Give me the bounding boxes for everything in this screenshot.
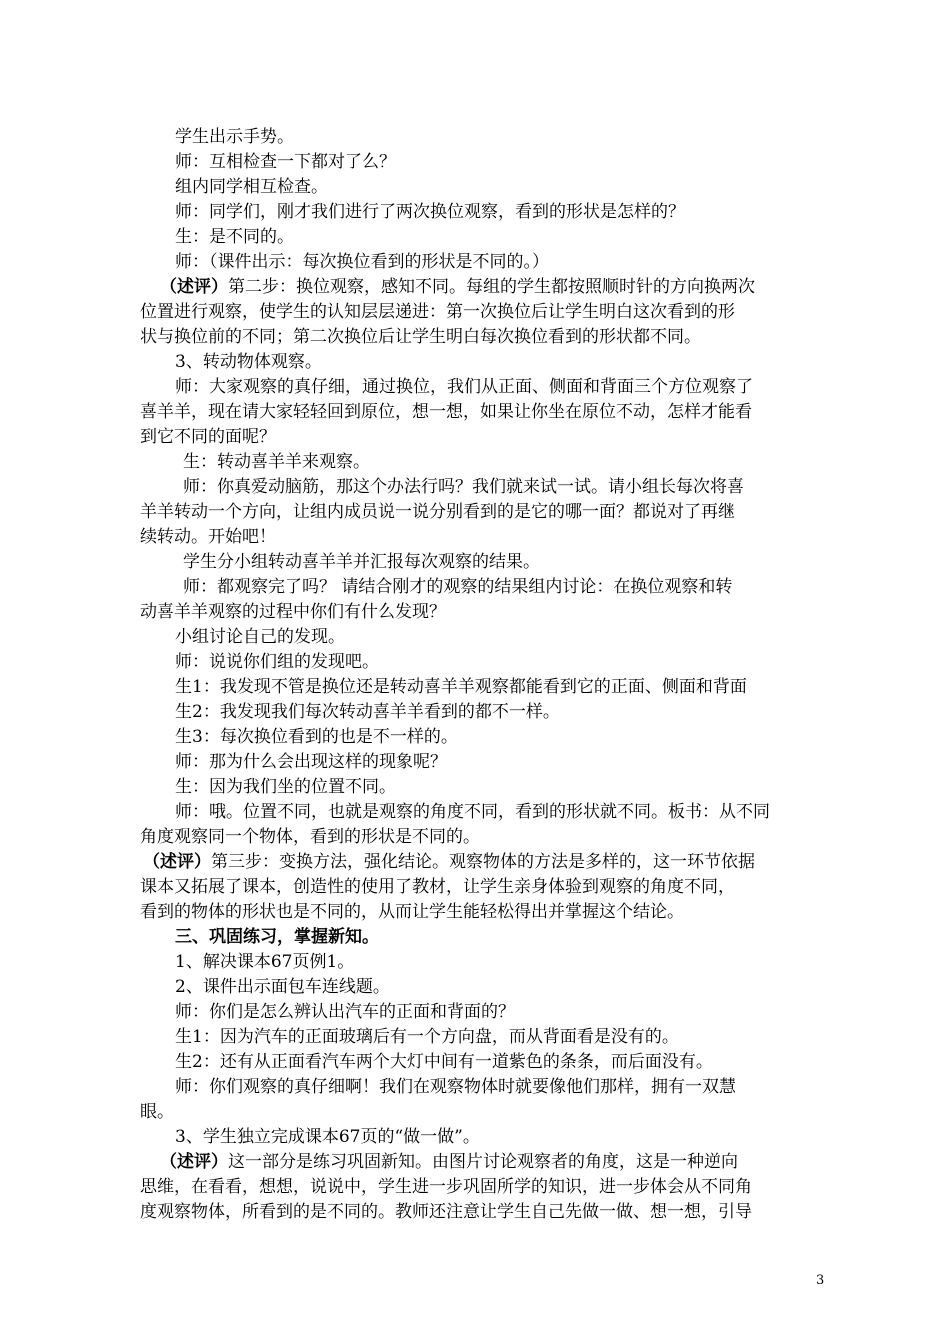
text-line (175, 650, 379, 674)
text-line (175, 175, 328, 199)
text-line (183, 475, 744, 499)
line-text: 位置进行观察，使学生的认知层层递进：第一次换位后让学生明白这次看到的形 (140, 302, 735, 322)
text-line (175, 375, 753, 399)
text-line (175, 1025, 679, 1049)
line-text: 课本又拓展了课本，创造性的使用了教材，让学生亲身体验到观察的角度不同， (140, 877, 735, 897)
line-text: 这一部分是练习巩固新知。由图片讨论观察者的角度，这是一种逆向 (228, 1152, 738, 1172)
text-line (175, 800, 770, 824)
line-text: 状与换位前的不同；第二次换位后让学生明白每次换位看到的形状都不同。 (140, 327, 701, 347)
text-line (140, 875, 735, 899)
line-text: 羊羊转动一个方向，让组内成员说一说分别看到的是它的哪一面？都说对了再继 (140, 502, 735, 522)
line-text: 喜羊羊，现在请大家轻轻回到原位，想一想，如果让你坐在原位不动，怎样才能看 (140, 402, 752, 422)
text-line (140, 1100, 174, 1124)
line-text: 眼。 (140, 1102, 174, 1122)
text-line (175, 1125, 480, 1149)
line-text: 2、课件出示面包车连线题。 (175, 977, 390, 997)
text-line (140, 425, 276, 449)
line-text: 师：都观察完了吗？ 请结合刚才的观察的结果组内讨论：在换位观察和转 (183, 577, 733, 597)
line-text: 生1：因为汽车的正面玻璃后有一个方向盘，而从背面看是没有的。 (175, 1027, 679, 1047)
text-line (140, 400, 752, 424)
text-line (175, 750, 447, 774)
line-text: 师：那为什么会出现这样的现象呢？ (175, 752, 447, 772)
text-line (183, 550, 540, 574)
text-line (175, 950, 354, 974)
text-line (175, 925, 379, 949)
line-text: 生：因为我们坐的位置不同。 (175, 777, 396, 797)
line-text: 组内同学相互检查。 (175, 177, 328, 197)
line-text: 师：你真爱动脑筋，那这个办法行吗？我们就来试一试。请小组长每次将喜 (183, 477, 744, 497)
commentary-label: （述评） (160, 277, 228, 297)
page-number: 3 (816, 1273, 825, 1288)
text-line (160, 275, 755, 299)
text-line (175, 1000, 515, 1024)
text-line (175, 625, 345, 649)
text-line (143, 850, 755, 874)
text-line (175, 700, 560, 724)
line-text: 师：你们观察的真仔细啊！我们在观察物体时就要像他们那样，拥有一双慧 (175, 1077, 736, 1097)
line-text: 师：同学们，刚才我们进行了两次换位观察，看到的形状是怎样的？ (175, 202, 685, 222)
line-text: 续转动。开始吧！ (140, 527, 276, 547)
text-line (140, 825, 480, 849)
text-line (183, 575, 732, 599)
text-line (175, 225, 294, 249)
line-text: 3、学生独立完成课本67页的“做一做”。 (175, 1127, 480, 1147)
text-line (175, 125, 294, 149)
text-line (175, 1050, 713, 1074)
text-line (175, 725, 458, 749)
line-text: 第三步：变换方法，强化结论。观察物体的方法是多样的，这一环节依据 (211, 852, 755, 872)
text-line (160, 1150, 738, 1174)
line-text: 师：你们是怎么辨认出汽车的正面和背面的？ (175, 1002, 515, 1022)
text-line (175, 150, 396, 174)
text-line (175, 975, 390, 999)
text-line (183, 450, 370, 474)
text-line (140, 1200, 752, 1224)
line-text: 看到的物体的形状也是不同的，从而让学生能轻松得出并掌握这个结论。 (140, 902, 684, 922)
line-text: 1、解决课本67页例1。 (175, 952, 355, 972)
line-text: 思维，在看看，想想，说说中，学生进一步巩固所学的知识，进一步体会从不同角 (140, 1177, 752, 1197)
line-text: 师：说说你们组的发现吧。 (175, 652, 379, 672)
line-text: 生2：我发现我们每次转动喜羊羊看到的都不一样。 (175, 702, 560, 722)
line-text: 学生出示手势。 (175, 127, 294, 147)
line-text: 师：哦。位置不同，也就是观察的角度不同，看到的形状就不同。板书：从不同 (175, 802, 770, 822)
line-text: 生2：还有从正面看汽车两个大灯中间有一道紫色的条条，而后面没有。 (175, 1052, 713, 1072)
commentary-label: （述评） (143, 852, 211, 872)
line-text: 小组讨论自己的发现。 (175, 627, 345, 647)
text-line (175, 200, 685, 224)
text-line (140, 525, 276, 549)
line-text: 3、转动物体观察。 (175, 352, 322, 372)
line-text: 生1：我发现不管是换位还是转动喜羊羊观察都能看到它的正面、侧面和背面 (175, 677, 747, 697)
text-line (175, 775, 396, 799)
line-text: 生3：每次换位看到的也是不一样的。 (175, 727, 458, 747)
text-line (140, 500, 735, 524)
line-text: 度观察物体，所看到的是不同的。教师还注意让学生自己先做一做、想一想，引导 (140, 1202, 752, 1222)
text-line (140, 1175, 752, 1199)
line-text: 到它不同的面呢？ (140, 427, 276, 447)
text-line (140, 325, 701, 349)
text-line (175, 350, 322, 374)
line-text: 第二步：换位观察，感知不同。每组的学生都按照顺时针的方向换两次 (228, 277, 755, 297)
text-line (175, 250, 549, 274)
text-line (140, 300, 735, 324)
commentary-label: （述评） (160, 1152, 228, 1172)
line-text: 三、巩固练习，掌握新知。 (175, 927, 379, 947)
line-text: 角度观察同一个物体，看到的形状是不同的。 (140, 827, 480, 847)
text-line (175, 675, 747, 699)
line-text: 生：是不同的。 (175, 227, 294, 247)
line-text: 动喜羊羊观察的过程中你们有什么发现？ (140, 602, 446, 622)
line-text: 学生分小组转动喜羊羊并汇报每次观察的结果。 (183, 552, 540, 572)
text-line (140, 600, 446, 624)
text-line (140, 900, 684, 924)
line-text: 师：大家观察的真仔细，通过换位，我们从正面、侧面和背面三个方位观察了 (175, 377, 753, 397)
line-text: 师：互相检查一下都对了么？ (175, 152, 396, 172)
line-text: 师：（课件出示：每次换位看到的形状是不同的。） (175, 252, 549, 272)
line-text: 生：转动喜羊羊来观察。 (183, 452, 370, 472)
text-line (175, 1075, 736, 1099)
